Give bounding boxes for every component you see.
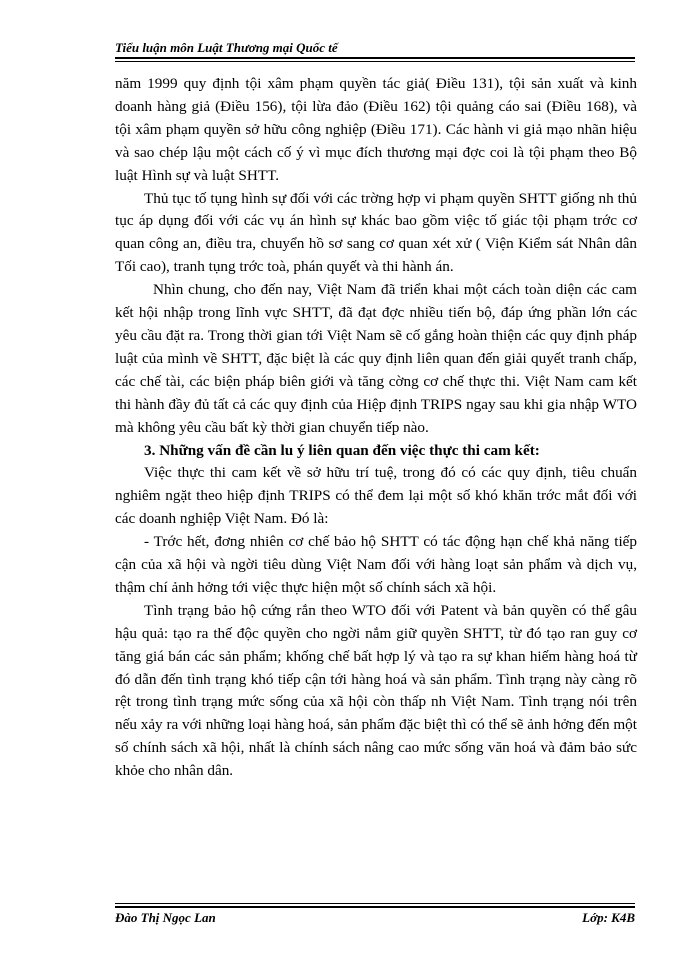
document-header-title: Tiểu luận môn Luật Thương mại Quốc tế — [115, 40, 338, 55]
paragraph-patent-protection: Tình trạng bảo hộ cứng rắn theo WTO đối với Patent và bản quyền có thể gâu hậu quả: tạo ra thế độc quyền cho ngời nắm giữ quyền SHTT, từ đó tạo ran guy cơ tăng giá bán các sản phẩm; khống chế bất hợp lý và tạo ra sự khan hiếm hàng hoá từ đó dẫn đến tình trạng khó tiếp cận tới hàng hoá và sản phẩm. Tình trạng này càng rõ rệt trong tình trạng mức sống của xã hội còn thấp nh Việt Nam. Tình trạng nói trên nếu xảy ra với những loại hàng hoá, sản phẩm đặc biệt thì có thể sẽ ảnh hởng đến một số chính sách xã hội, nhất là chính sách nâng cao mức sống văn hoá và đảm bảo sức khỏe cho nhân dân. — [115, 601, 637, 780]
section-heading-3: 3. Những vấn đề cần lu ý liên quan đến việc thực thi cam kết: — [144, 441, 540, 459]
footer-class: Lớp: K4B — [582, 910, 635, 925]
paragraph-overview: Nhìn chung, cho đến nay, Việt Nam đã triển khai một cách toàn diện các cam kết hội nhập trong lĩnh vực SHTT, đã đạt đợc nhiều tiến bộ, đáp ứng phần lớn các yêu cầu đặt ra. Trong thời gian tới Việt Nam sẽ cố gắng hoàn thiện các quy định pháp luật của mình về SHTT, đặc biệt là các quy định liên quan đến giải quyết tranh chấp, các chế tài, các biện pháp biên giới và tăng cờng cơ chế thực thi. Việt Nam cam kết thi hành đầy đủ tất cả các quy định của Hiệp định TRIPS ngay sau khi gia nhập WTO mà không yêu cầu bất kỳ thời gian chuyển tiếp nào. — [115, 281, 637, 436]
footer-author: Đào Thị Ngọc Lan — [115, 910, 216, 925]
paragraph-criminal-code: năm 1999 quy định tội xâm phạm quyền tác giả( Điều 131), tội sản xuất và kinh doanh hàng giả (Điều 156), tội lừa đảo (Điều 162) tội quảng cáo sai (Điều 168), và tội xâm phạm quyền sở hữu công nghiệp (Điều 171). Các hành vi giả mạo nhãn hiệu và sao chép lậu một cách cố ý vì mục đích thương mại đợc coi là tội phạm theo Bộ luật Hình sự và luật SHTT. — [115, 75, 637, 184]
document-body — [115, 73, 637, 783]
paragraph-implementation: Việc thực thi cam kết về sở hữu trí tuệ, trong đó có các quy định, tiêu chuẩn nghiêm ngặt theo hiệp định TRIPS có thể đem lại một số khó khăn trớc mắt đối với các doanh nghiệp Việt Nam. Đó là: — [115, 464, 637, 528]
footer-rule-thick — [115, 906, 635, 908]
paragraph-first-point: - Trớc hết, đơng nhiên cơ chế bảo hộ SHTT có tác động hạn chế khả năng tiếp cận của xã hội và ngời tiêu dùng Việt Nam đối với hàng loạt sản phẩm và dịch vụ, thậm chí ảnh hởng tới việc thực hiện một số chính sách xã hội. — [115, 533, 637, 596]
footer-rule-thin — [115, 903, 635, 904]
paragraph-criminal-procedure: Thủ tục tố tụng hình sự đối với các trờng hợp vi phạm quyền SHTT giống nh thủ tục áp dụng đối với các vụ án hình sự khác bao gồm việc tố giác tội phạm trớc cơ quan công an, điều tra, chuyển hồ sơ sang cơ quan xét xử ( Viện Kiểm sát Nhân dân Tối cao), tranh tụng trớc toà, phán quyết và thi hành án. — [115, 189, 637, 276]
header-rule-thick — [115, 57, 635, 59]
document-footer — [115, 910, 635, 926]
header-rule-thin — [115, 61, 635, 62]
